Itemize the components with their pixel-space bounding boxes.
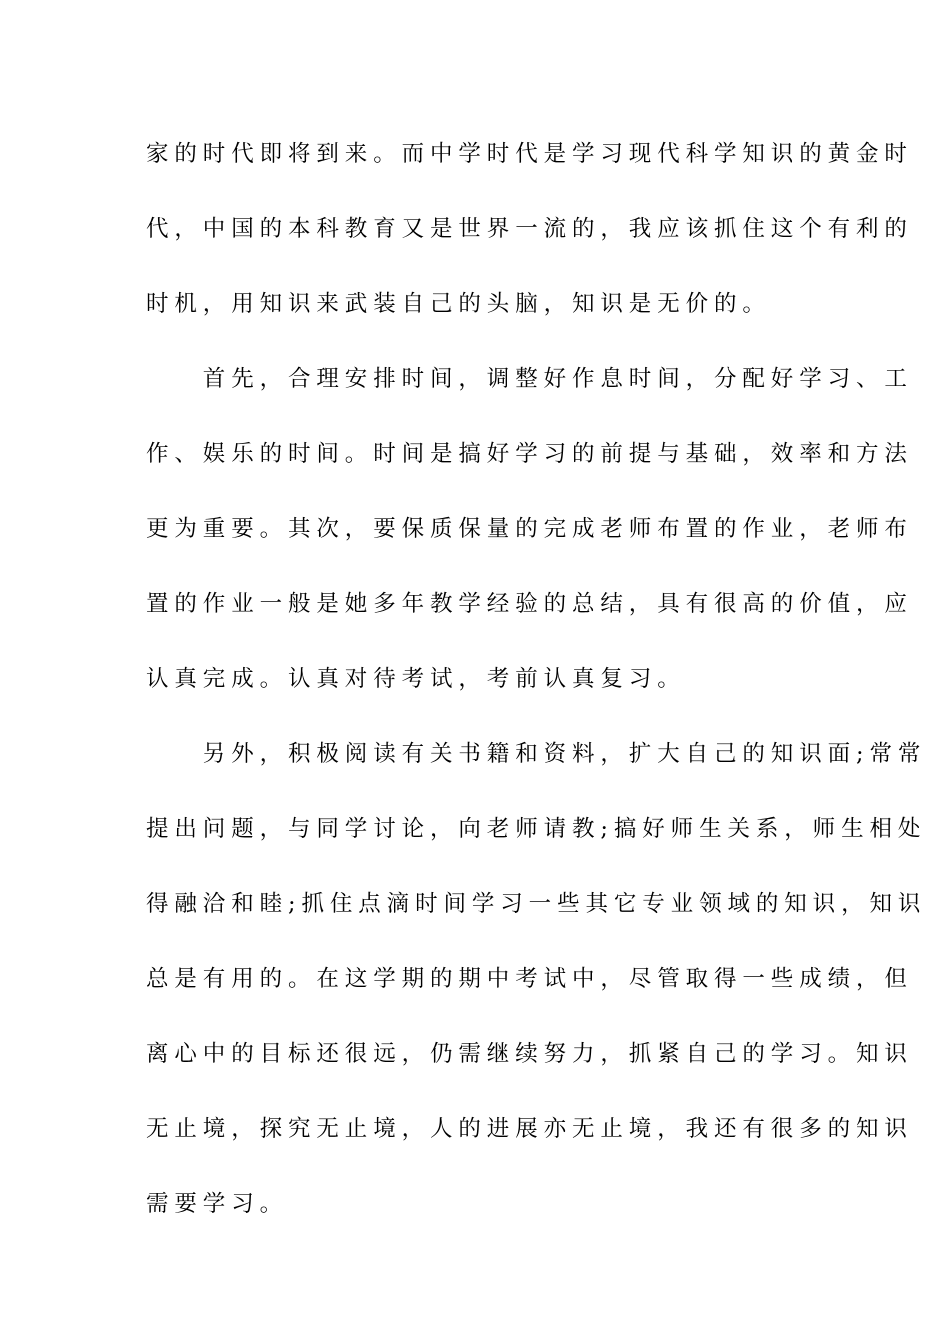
- text-line: 需要学习。: [146, 1191, 289, 1217]
- text-line: 更为重要。其次，要保质保量的完成老师布置的作业，老师布: [146, 516, 913, 542]
- text-line: 得融洽和睦;抓住点滴时间学习一些其它专业领域的知识，知识: [146, 891, 927, 917]
- text-line: 另外，积极阅读有关书籍和资料，扩大自己的知识面;常常: [146, 741, 927, 767]
- text-line: 认真完成。认真对待考试，考前认真复习。: [146, 666, 686, 692]
- text-line: 首先，合理安排时间，调整好作息时间，分配好学习、工: [146, 366, 913, 392]
- text-line: 作、娱乐的时间。时间是搞好学习的前提与基础，效率和方法: [146, 441, 913, 467]
- text-line: 代，中国的本科教育又是世界一流的，我应该抓住这个有利的: [146, 216, 913, 242]
- text-line: 总是有用的。在这学期的期中考试中，尽管取得一些成绩，但: [146, 966, 913, 992]
- text-line: 置的作业一般是她多年教学经验的总结，具有很高的价值，应: [146, 591, 913, 617]
- text-line: 无止境，探究无止境，人的进展亦无止境，我还有很多的知识: [146, 1116, 913, 1142]
- document-body-text: [146, 128, 927, 1253]
- text-line: 提出问题，与同学讨论，向老师请教;搞好师生关系，师生相处: [146, 816, 927, 842]
- text-line: 时机，用知识来武装自己的头脑，知识是无价的。: [146, 291, 771, 317]
- text-line: 家的时代即将到来。而中学时代是学习现代科学知识的黄金时: [146, 141, 913, 167]
- text-line: 离心中的目标还很远，仍需继续努力，抓紧自己的学习。知识: [146, 1041, 913, 1067]
